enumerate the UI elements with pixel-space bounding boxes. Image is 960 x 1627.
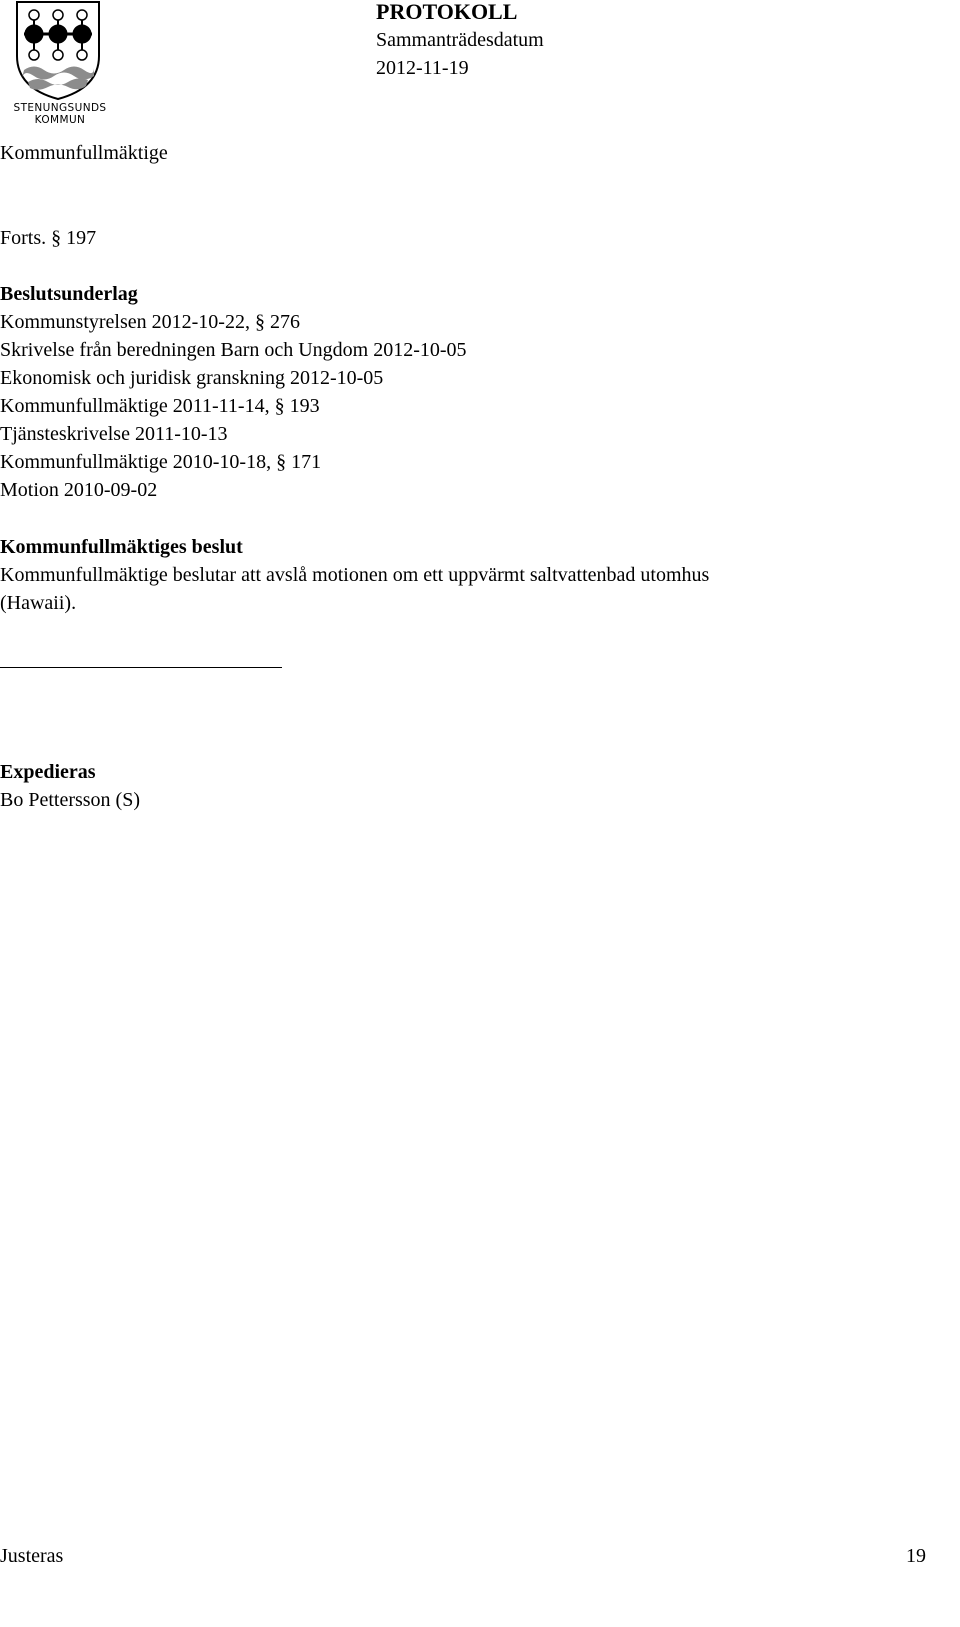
underlag-item: Kommunstyrelsen 2012-10-22, § 276 [0, 311, 300, 333]
body-name: Kommunfullmäktige [0, 142, 168, 164]
expedieras-recipient: Bo Pettersson (S) [0, 789, 140, 811]
footer-justeras: Justeras [0, 1545, 64, 1567]
beslut-text-line1: Kommunfullmäktige beslutar att avslå motionen om ett uppvärmt saltvattenbad utomhus [0, 564, 710, 586]
continuation-paragraph: Forts. § 197 [0, 227, 97, 249]
beslutsunderlag-heading: Beslutsunderlag [0, 283, 138, 305]
expedieras-heading: Expedieras [0, 761, 96, 783]
underlag-item: Kommunfullmäktige 2011-11-14, § 193 [0, 395, 320, 417]
footer-page-number: 19 [906, 1545, 926, 1567]
stenungsund-coat-of-arms-icon [2, 0, 118, 102]
meeting-date-label: Sammanträdesdatum [376, 29, 544, 51]
underlag-item: Kommunfullmäktige 2010-10-18, § 171 [0, 451, 322, 473]
logo-text-line1: STENUNGSUNDS [13, 102, 107, 114]
underlag-item: Ekonomisk och juridisk granskning 2012-10-05 [0, 367, 384, 389]
beslut-heading: Kommunfullmäktiges beslut [0, 536, 243, 558]
meeting-date-value: 2012-11-19 [376, 57, 469, 79]
municipality-logo [2, 0, 118, 130]
underlag-item: Motion 2010-09-02 [0, 479, 158, 501]
beslut-text-line2: (Hawaii). [0, 592, 77, 614]
separator-rule [0, 667, 282, 668]
logo-text-line2: KOMMUN [34, 114, 86, 126]
doc-type-title: PROTOKOLL [376, 0, 518, 24]
underlag-item: Skrivelse från beredningen Barn och Ungdom 2012-10-05 [0, 339, 467, 361]
underlag-item: Tjänsteskrivelse 2011-10-13 [0, 423, 228, 445]
